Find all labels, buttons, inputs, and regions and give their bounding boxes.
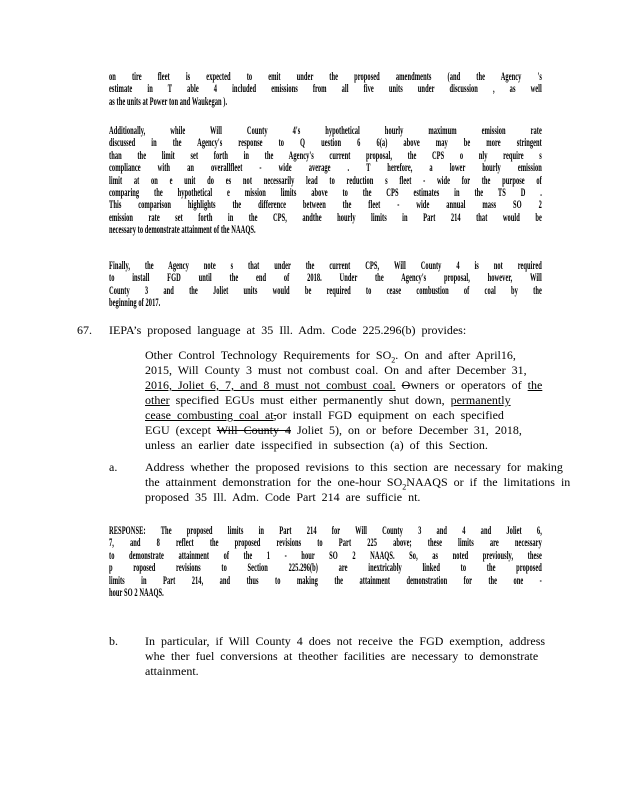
paragraph-finally — [109, 260, 618, 310]
question-b — [145, 634, 545, 679]
item-letter-b: b. — [109, 634, 118, 648]
text-line: on tire fleet is expected to emit under the proposed amendments (and the Agency 's — [109, 71, 542, 83]
text-line: attainment. — [145, 664, 199, 678]
text-line: Other Control Technology Requirements for $SO_2$. On and after April16, — [145, 348, 516, 365]
text-line: limit at on e unit do es not necessarily lead to reduction s fleet - wide for the purpose of — [109, 174, 542, 187]
response-paragraph — [109, 525, 618, 599]
text-line: to install FGD until the end of 2018. Under the Agency's proposal, however, Will — [109, 272, 542, 285]
question-a — [145, 460, 570, 505]
text-line: Finally, the Agency note s that under the current CPS, Will County 4 is not required — [109, 260, 542, 272]
text-line: cease combusting coal at,or install FGD equipment on each specified — [145, 408, 504, 422]
text-line: necessary to demonstrate attainment of the NAAQS. — [109, 224, 256, 237]
item-number: 67. — [77, 323, 92, 337]
item-letter-a: a. — [109, 460, 118, 474]
text-line: other specified EGUs must either permanently shut down, permanently — [145, 393, 511, 407]
text-line: compliance with an overallfleet - wide average . T herefore, a lower hourly emission — [109, 162, 542, 175]
text-line: hour SO 2 NAAQS. — [109, 587, 164, 600]
text-line: County 3 and the Joliet units would be required to cease combustion of coal by the — [109, 284, 542, 297]
text-line: Additionally, while Will County 4's hypothetical hourly maximum emission rate — [109, 125, 542, 137]
text-line: than the limit set forth in the Agency's current proposal, the CPS o nly require s — [109, 149, 542, 162]
text-line: In particular, if Will County 4 does not receive the FGD exemption, address — [145, 634, 546, 648]
quoted-rule-text — [145, 348, 542, 453]
text-line: emission rate set forth in the CPS, andthe hourly limits in Part 214 that would be — [109, 211, 542, 224]
text-line: beginning of 2017. — [109, 297, 161, 310]
paragraph-additionally — [109, 125, 618, 237]
text-line: 2016, Joliet 6, 7, and 8 must not combust coal. Owners or operators of the — [145, 378, 543, 392]
text-line: limits in Part 214, and thus to making the attainment demonstration for the one - — [109, 574, 542, 587]
text-line: Address whether the proposed revisions to this section are necessary for making — [145, 460, 563, 474]
text-line: unless an earlier date isspecified in subsection (a) of this Section. — [145, 438, 488, 452]
text-line: discussed in the Agency's response to Q uestion 6 6(a) above may be more stringent — [109, 137, 542, 150]
text-line: This comparison highlights the difference between the fleet - wide annual mass SO 2 — [109, 199, 542, 212]
text-line: 2015, Will County 3 must not combust coal. On and after December 31, — [145, 363, 527, 377]
text-line: as the units at Power ton and Waukegan ). — [109, 95, 228, 108]
paragraph-fleet-estimate — [109, 71, 618, 108]
text-line: proposed 35 Ill. Adm. Code Part 214 are sufficie nt. — [145, 490, 421, 504]
text-line: the attainment demonstration for the one-hour $SO_2NAAQS$ or if the limitations in — [145, 475, 571, 492]
text-line: 7, and 8 reflect the proposed revisions to Part 225 above; these limits are necessary — [109, 537, 542, 550]
text-line: whe ther fuel conversions at theother facilities are necessary to demonstrate — [145, 649, 539, 663]
text-line: p roposed revisions to Section 225.296(b) are inextricably linked to the proposed — [109, 562, 542, 575]
text-line: EGU (except Will County 4 Joliet 5), on or before December 31, 2018, — [145, 423, 522, 437]
item-intro: IEPA’s proposed language at 35 Ill. Adm. Code 225.296(b) provides: — [109, 323, 467, 337]
text-line: comparing the hypothetical e mission limits above to the CPS estimates in the TS D . — [109, 187, 542, 200]
text-line: RESPONSE: The proposed limits in Part 214 for Will County 3 and 4 and Joliet 6, — [109, 525, 542, 537]
text-line: to demonstrate attainment of the 1 - hour SO 2 NAAQS. So, as noted previously, these — [109, 549, 542, 562]
text-line: estimate in T able 4 included emissions from all five units under discussion , as well — [109, 83, 542, 96]
